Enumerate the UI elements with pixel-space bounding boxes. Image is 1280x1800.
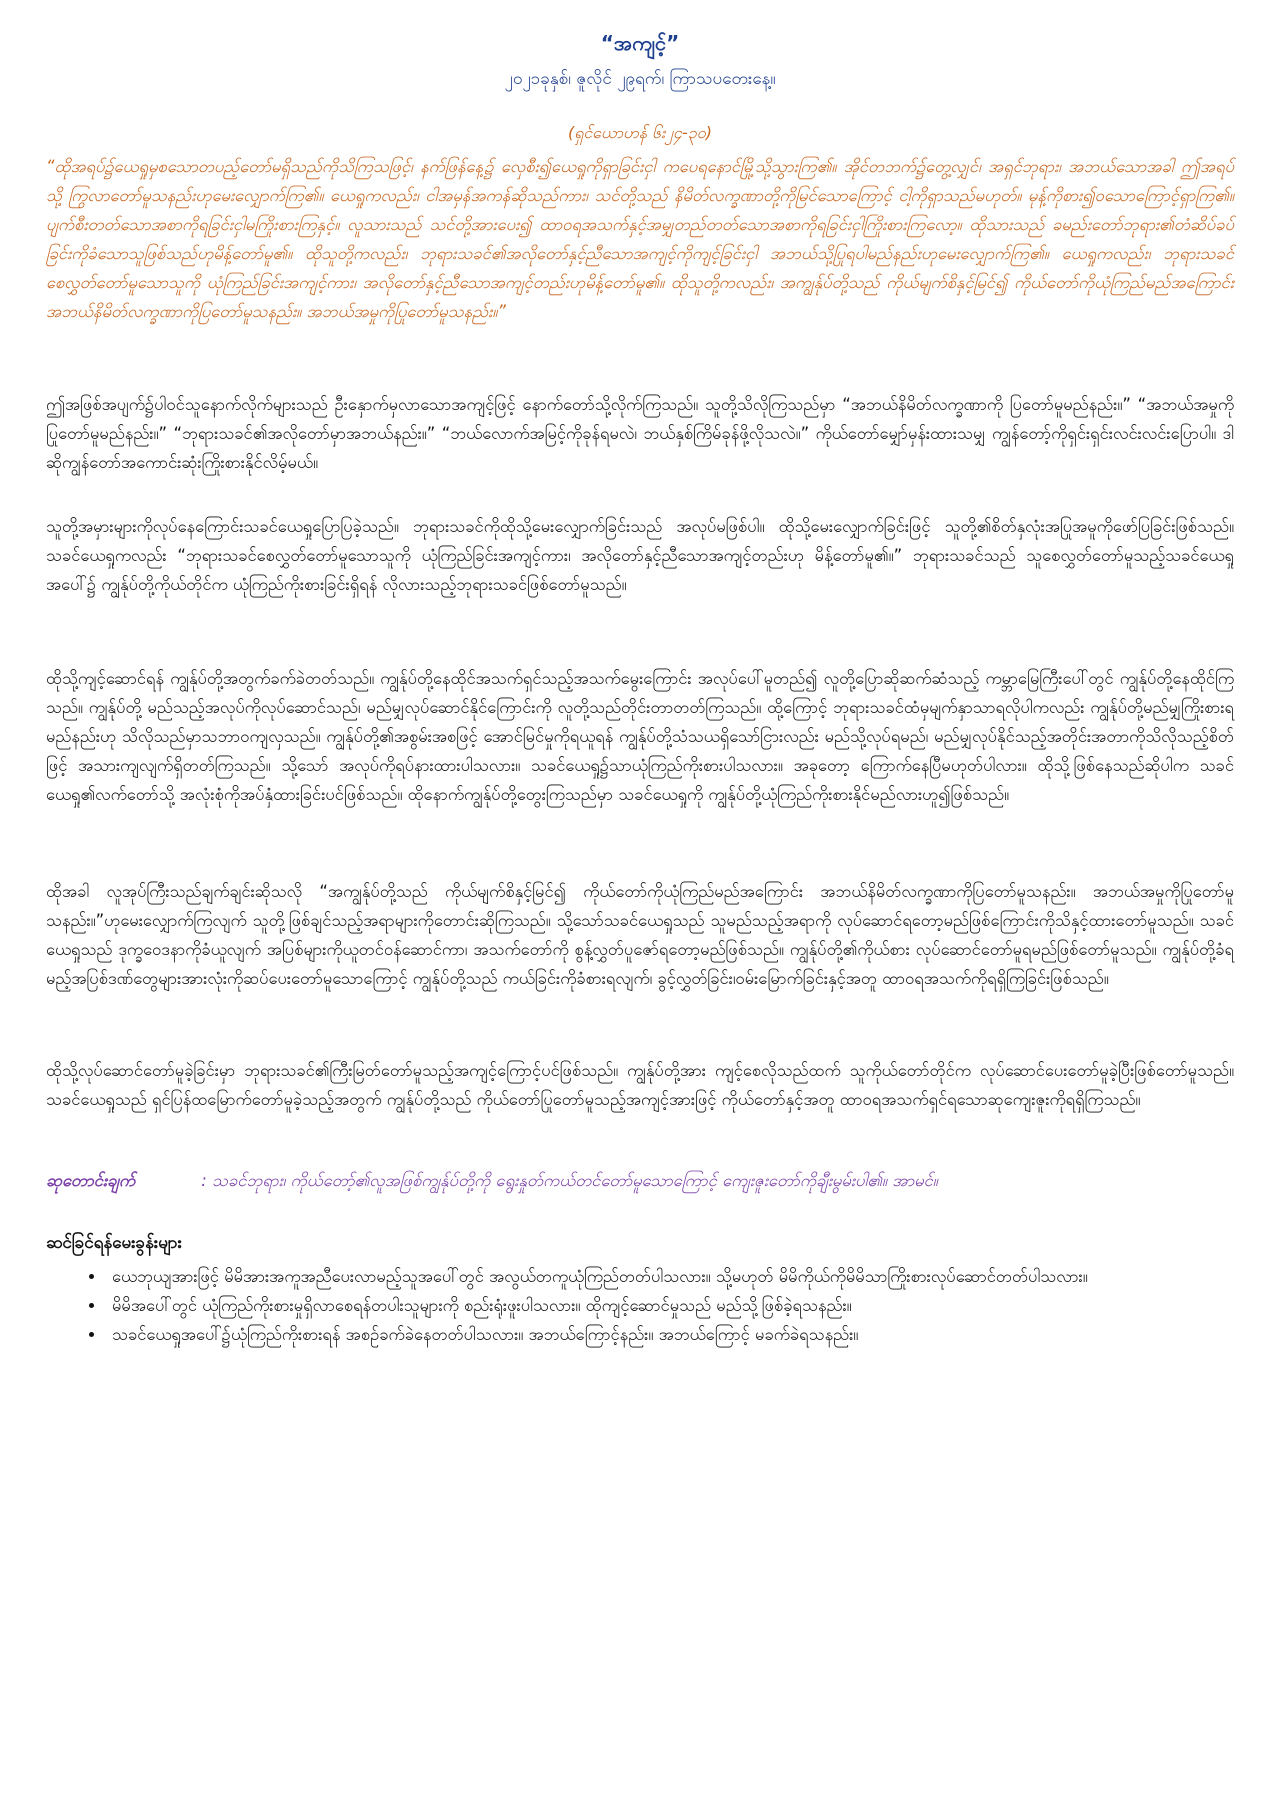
body-paragraph-4: ထိုအခါ လူအုပ်ကြီးသည်ချက်ချင်းဆိုသလို “အကျွန်ုပ်တို့သည် ကိုယ်မျက်စိနှင့်မြင်၍ ကိုယ်တော်ကိုယုံကြည်မည်အကြောင်း အဘယ်နိမိတ်လက္ခဏာကိုပြတော်မူသနည်း။ အဘယ်အမှုကိုပြုတော်မူသနည်း။”ဟုမေးလျှောက်ကြလျက် သူတို့ဖြစ်ချင်သည့်အရာများကိုတောင်းဆိုကြသည်။ သို့သော်သခင်ယေရှုသည် သူမည်သည့်အရာကို လုပ်ဆောင်ရတော့မည်ဖြစ်ကြောင်းကိုသိနှင့်ထားတော်မူသည်။ သခင်ယေရှုသည် ဒုက္ခဝေဒနာကိုခံယူလျက် အပြစ်များကိုယူတင်ဝန်ဆောင်ကာ၊ အသက်တော်ကို စွန့်လွှတ်ပူဇော်ရတော့မည်ဖြစ်သည်။ ကျွန်ုပ်တို့၏ကိုယ်စား လုပ်ဆောင်တော်မူရမည်ဖြစ်တော်မူသည်။ ကျွန်ုပ်တို့ခံရမည့်အပြစ်ဒဏ်တွေများအားလုံးကိုဆပ်ပေးတော်မူသောကြောင့် ကျွန်ုပ်တို့သည် ကယ်ခြင်းကိုခံစားရလျက်၊ ခွင့်လွှတ်ခြင်း၊ဝမ်းမြောက်ခြင်းနှင့်အတူ ထာဝရအသက်ကိုရရှိကြခြင်းဖြစ်သည်။ bbox=[46, 882, 1234, 988]
scripture-quote: “ထိုအရပ်၌ယေရှုမှစသောတပည့်တော်မရှိသည်ကိုသိကြသဖြင့်၊ နက်ဖြန်နေ့၌ လှေစီး၍ယေရှုကိုရှာခြင်းငှါ ကပေရနောင်မြို့သို့သွားကြ၏။ အိုင်တဘက်၌တွေ့လျှင်၊ အရှင်ဘုရား၊ အဘယ်သောအခါ ဤအရပ်သို့ ကြွလာတော်မူသနည်းဟုမေးလျှောက်ကြ၏။ ယေရှုကလည်း၊ ငါအမှန်အကန်ဆိုသည်ကား၊ သင်တို့သည် နိမိတ်လက္ခဏာတို့ကိုမြင်သောကြောင့် ငါ့ကိုရှာသည်မဟုတ်။ မုန့်ကိုစား၍ဝသောကြောင့်ရှာကြ၏။ ပျက်စီးတတ်သောအစာကိုရခြင်းငှါမကြိုးစားကြနှင့်။ လူသားသည် သင်တို့အားပေး၍ ထာဝရအသက်နှင့်အမျှတည်တတ်သောအစာကိုရခြင်းငှါကြိုးစားကြလော့။ ထိုသားသည် ခမည်းတော်ဘုရား၏တံဆိပ်ခပ်ခြင်းကိုခံသောသူဖြစ်သည်ဟုမိန့်တော်မူ၏။ ထိုသူတို့ကလည်း၊ ဘုရားသခင်၏အလိုတော်နှင့်ညီသောအကျင့်ကိုကျင့်ခြင်းငှါ အဘယ်သို့ပြုရပါမည်နည်းဟုမေးလျှောက်ကြ၏။ ယေရှုကလည်း၊ ဘုရားသခင်စေလွှတ်တော်မူသောသူကို ယုံကြည်ခြင်းအကျင့်ကား၊ အလိုတော်နှင့်ညီသောအကျင့်တည်းဟုမိန့်တော်မူ၏။ ထိုသူတို့ကလည်း၊ အကျွန်ုပ်တို့သည် ကိုယ်မျက်စိနှင့်မြင်၍ ကိုယ်တော်ကိုယုံကြည်မည်အကြောင်း အဘယ်နိမိတ်လက္ခဏာကိုပြတော်မူသနည်း။ အဘယ်အမှုကိုပြုတော်မူသနည်း။” bbox=[46, 157, 1234, 321]
page-date: ၂၀၂၁ခုနှစ်၊ ဇူလိုင် ၂၉ရက်၊ ကြာသပတေးနေ့။ bbox=[504, 69, 776, 89]
body-paragraph-1: ဤအဖြစ်အပျက်၌ပါဝင်သူနောက်လိုက်များသည် ဦးနှောက်မှလာသောအကျင့်ဖြင့် နောက်တော်သို့လိုက်ကြသည်။ သူတို့သိလိုကြသည်မှာ “အဘယ်နိမိတ်လက္ခဏာကို ပြတော်မူမည်နည်း။” “အဘယ်အမှုကိုပြုတော်မူမည်နည်း။” “ဘုရားသခင်၏အလိုတော်မှာအဘယ်နည်း။” “ဘယ်လောက်အမြင့်ကိုခုန်ရမလဲ၊ ဘယ်နှစ်ကြိမ်ခုန်ဖို့လိုသလဲ။” ကိုယ်တော်မျှော်မှန်းထားသမျှ ကျွန်တော့်ကိုရှင်းရှင်းလင်းလင်းပြောပါ။ ဒါဆိုကျွန်တော်အကောင်းဆုံးကြိုးစားနိုင်လိမ့်မယ်။ bbox=[46, 395, 1234, 472]
questions-list bbox=[72, 1262, 1268, 1349]
questions-heading: ဆင်ခြင်ရန်မေးခွန်းများ bbox=[46, 1233, 182, 1253]
body-paragraph-5: ထိုသို့လုပ်ဆောင်တော်မူခဲ့ခြင်းမှာ ဘုရားသခင်၏ကြီးမြတ်တော်မူသည့်အကျင့်ကြောင့်ပင်ဖြစ်သည်။ ကျွန်ုပ်တို့အား ကျင့်စေလိုသည်ထက် သူကိုယ်တော်တိုင်က လုပ်ဆောင်ပေးတော်မူခဲ့ပြီးဖြစ်တော်မူသည်။ သခင်ယေရှုသည် ရှင်ပြန်ထမြောက်တော်မူခဲ့သည့်အတွက် ကျွန်ုပ်တို့သည် ကိုယ်တော်ပြုတော်မူသည့်အကျင့်အားဖြင့် ကိုယ်တော်နှင့်အတူ ထာဝရအသက်ရှင်ရသောဆုကျေးဇူးကိုရရှိကြသည်။ bbox=[46, 1061, 1234, 1109]
prayer-label: ဆုတောင်းချက် bbox=[46, 1171, 136, 1190]
question-item: • မိမိအပေါ်တွင် ယုံကြည်ကိုးစားမှုရှိလာစေရန်တပါးသူများကို စည်းရုံးဖူးပါသလား။ ထိုကျင့်ဆောင်မှုသည် မည်သို့ဖြစ်ခဲ့ရသနည်း။ bbox=[106, 1291, 1268, 1320]
page-title: “အကျင့်” bbox=[600, 31, 680, 55]
question-item: • သခင်ယေရှုအပေါ်၌ယုံကြည်ကိုးစားရန် အစဉ်ခက်ခဲနေတတ်ပါသလား။ အဘယ်ကြောင့်နည်း။ အဘယ်ကြောင့် မခက်ခဲရသနည်း။ bbox=[106, 1320, 1268, 1349]
body-paragraph-3: ထိုသို့ကျင့်ဆောင်ရန် ကျွန်ုပ်တို့အတွက်ခက်ခဲတတ်သည်။ ကျွန်ုပ်တို့နေထိုင်အသက်ရှင်သည့်အသက်မွေးကြောင်း အလုပ်ပေါ်မူတည်၍ လူတို့ပြောဆိုဆက်ဆံသည့် ကမ္ဘာမြေကြီးပေါ်တွင် ကျွန်ုပ်တို့နေထိုင်ကြသည်။ ကျွန်ုပ်တို့ မည်သည့်အလုပ်ကိုလုပ်ဆောင်သည်၊ မည်မျှလုပ်ဆောင်နိုင်ကြောင်းကို လူတို့သည်တိုင်းတာတတ်ကြသည်။ ထို့ကြောင့် ဘုရားသခင်ထံမှမျက်နှာသာရလိုပါကလည်း ကျွန်ုပ်တို့မည်မျှကြိုးစားရမည်နည်းဟု သိလိုသည်မှာသဘာဝကျလှသည်။ ကျွန်ုပ်တို့၏အစွမ်းအစဖြင့် အောင်မြင်မှုကိုရယူရန် ကျွန်ုပ်တို့သံသယရှိသော်ငြားလည်း မည်သို့လုပ်ရမည်၊ မည်မျှလုပ်နိုင်သည့်အတိုင်းအတာကိုသိလိုသည့်စိတ်ဖြင့် အသားကျလျက်ရှိတတ်ကြသည်။ သို့သော် အလုပ်ကိုရပ်နားထားပါသလား။ သခင်ယေရှု၌သာယုံကြည်ကိုးစားပါသလား။ အခုတော့ ကြောက်နေပြီမဟုတ်ပါလား။ ထိုသို့ဖြစ်နေသည်ဆိုပါက သခင်ယေရှု၏လက်တော်သို့ အလုံးစုံကိုအပ်နှံထားခြင်းပင်ဖြစ်သည်။ ထိုနောက်ကျွန်ုပ်တို့တွေးကြသည်မှာ သခင်ယေရှုကို ကျွန်ုပ်တို့ယုံကြည်ကိုးစားနိုင်မည်လားဟူ၍ဖြစ်သည်။ bbox=[46, 669, 1234, 804]
prayer-section bbox=[46, 1166, 1234, 1195]
body-paragraph-2: သူတို့အမှားများကိုလုပ်နေကြောင်းသခင်ယေရှုပြောပြခဲ့သည်။ ဘုရားသခင်ကိုထိုသို့မေးလျှောက်ခြင်းသည် အလုပ်မဖြစ်ပါ။ ထိုသို့မေးလျှောက်ခြင်းဖြင့် သူတို့၏စိတ်နှလုံးအပြုအမူကိုဖော်ပြခြင်းဖြစ်သည်။ သခင်ယေရှုကလည်း “ဘုရားသခင်စေလွှတ်တော်မူသောသူကို ယုံကြည်ခြင်းအကျင့်ကား၊ အလိုတော်နှင့်ညီသောအကျင့်တည်းဟု မိန့်တော်မူ၏။” ဘုရားသခင်သည် သူစေလွှတ်တော်မူသည့်သခင်ယေရှုအပေါ်၌ ကျွန်ုပ်တို့ကိုယ်တိုင်က ယုံကြည်ကိုးစားခြင်းရှိရန် လိုလားသည့်ဘုရားသခင်ဖြစ်တော်မူသည်။ bbox=[46, 517, 1234, 594]
scripture-reference: (ရှင်ယောဟန် ၆း၂၄-၃၀) bbox=[567, 123, 713, 142]
question-item: • ယေဘုယျအားဖြင့် မိမိအားအကူအညီပေးလာမည့်သူအပေါ်တွင် အလွယ်တကူယုံကြည်တတ်ပါသလား။ သို့မဟုတ် မိမိကိုယ်ကိုမိမိသာကြိုးစားလုပ်ဆောင်တတ်ပါသလား။ bbox=[106, 1262, 1268, 1291]
prayer-text: : သခင်ဘုရား၊ ကိုယ်တော့်၏လူအဖြစ်ကျွန်ုပ်တို့ကို ရွေးနှုတ်ကယ်တင်တော်မူသောကြောင့် ကျေးဇူးတော်ကိုချီးမွမ်းပါ၏။ အာမင်။ bbox=[201, 1171, 938, 1190]
